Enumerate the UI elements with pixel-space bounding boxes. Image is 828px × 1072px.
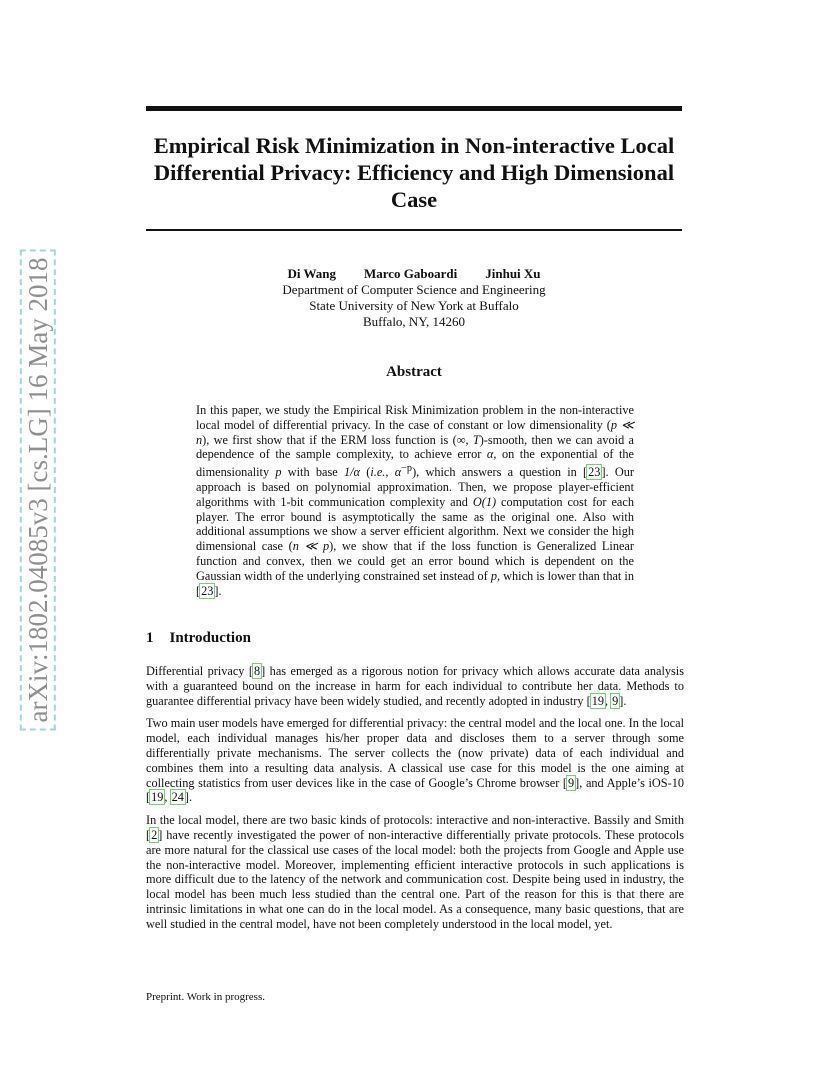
citation-link[interactable]: 23 <box>588 465 601 480</box>
paragraph: Two main user models have emerged for differential privacy: the central model and the local one. In the local model, each individual manages his/her proper data and discloses them to a server through some differentially private mechanisms. The server collects the (now private) data of each individual and combines them into a resulting data analysis. A classical use case for this model is the one aiming at collecting statistics from user devices like in the case of Google’s Chrome browser [9], and Apple’s iOS-10 [19, 24]. <box>146 716 684 805</box>
paragraph: Differential privacy [8] has emerged as a rigorous notion for privacy which allows accurate data analysis with a guaranteed bound on the increase in harm for each individual to contribute her data. Methods to guarantee differential privacy have been widely studied, and recently adopted in industry [19, 9]. <box>146 664 684 708</box>
footnote: Preprint. Work in progress. <box>146 991 265 1003</box>
paragraph: In the local model, there are two basic kinds of protocols: interactive and non-interactive. Bassily and Smith [2] have recently investigated the power of non-interactive differentially private protocols. These protocols are more natural for the classical use cases of the local model: both the projects from Google and Apple use the non-interactive model. Moreover, implementing efficient interactive protocols in such applications is more difficult due to the latency of the network and communication cost. Despite being used in industry, the local model has been much less studied than the central one. Part of the reason for this is that there are intrinsic limitations in what one can do in the local model. As a consequence, many basic questions, that are well studied in the central model, have not been completely understood in the local model, yet. <box>146 813 684 931</box>
section-heading-introduction <box>146 630 251 647</box>
author-block <box>146 266 682 330</box>
arxiv-identifier-stamp: arXiv:1802.04085v3 [cs.LG] 16 May 2018 <box>20 250 56 731</box>
introduction-body <box>146 664 684 940</box>
abstract-body: In this paper, we study the Empirical Risk Minimization problem in the non-interactive local model of differential privacy. In the case of constant or low dimensionality (p ≪ n), we first show that if the ERM loss function is (∞, T)-smooth, then we can avoid a dependence of the sample complexity, to achieve error α, on the exponential of the dimensionality p with base 1/α (i.e., $\alpha^{-p}$), which answers a question in [23]. Our approach is based on polynomial approximation. Then, we propose player-efficient algorithms with 1-bit communication complexity and O(1) computation cost for each player. The error bound is asymptotically the same as the original one. Also with additional assumptions we show a server efficient algorithm. Next we consider the high dimensional case (n ≪ p), we show that if the loss function is Generalized Linear function and convex, then we could get an error bound which is dependent on the Gaussian width of the underlying constrained set instead of p, which is lower than that in [23]. <box>196 403 635 598</box>
paper-title: Empirical Risk Minimization in Non-interactive Local Differential Privacy: Efficiency and High Dimensional Case <box>153 133 675 212</box>
citation-link[interactable]: 24 <box>171 790 184 805</box>
citation-link[interactable]: 19 <box>591 693 604 708</box>
affiliation-department: Department of Computer Science and Engineering <box>282 282 546 297</box>
citation-link[interactable]: 9 <box>612 693 619 708</box>
affiliation-address: Buffalo, NY, 14260 <box>362 314 466 329</box>
affiliation-university: State University of New York at Buffalo <box>309 298 519 313</box>
author-name: Di Wang <box>287 266 336 281</box>
title-bottom-rule <box>146 229 682 231</box>
section-title: Introduction <box>169 630 251 646</box>
title-top-rule <box>146 106 682 111</box>
citation-link[interactable]: 23 <box>201 583 214 598</box>
citation-link[interactable]: 9 <box>568 775 575 790</box>
section-number: 1 <box>146 630 154 646</box>
citation-link[interactable]: 2 <box>151 827 158 842</box>
citation-link[interactable]: 19 <box>151 790 164 805</box>
abstract-heading: Abstract <box>386 364 442 380</box>
author-list <box>146 266 682 282</box>
citation-link[interactable]: 8 <box>253 664 261 678</box>
author-name: Jinhui Xu <box>485 266 541 281</box>
author-name: Marco Gaboardi <box>363 266 458 281</box>
